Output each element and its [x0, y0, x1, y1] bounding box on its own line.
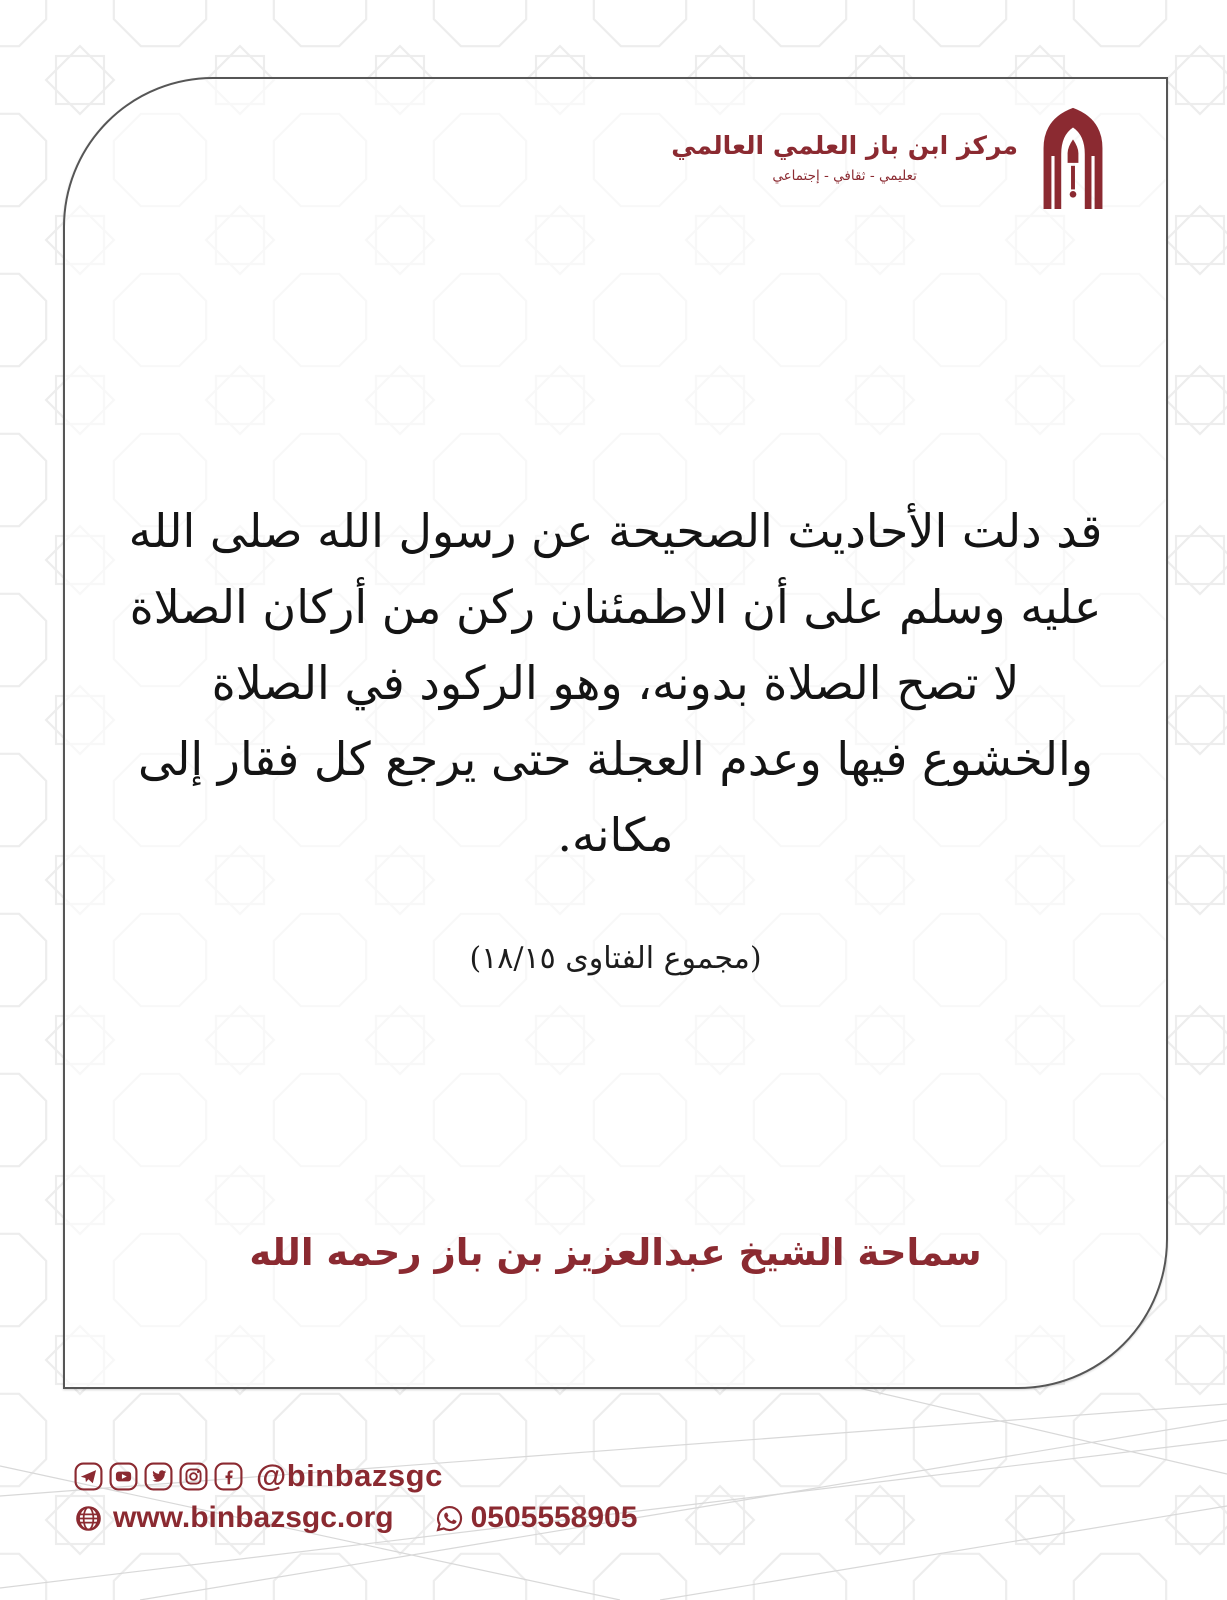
phone-number[interactable]: 0505558905: [470, 1501, 638, 1534]
facebook-icon[interactable]: [213, 1461, 244, 1492]
quote-line: لا تصح الصلاة بدونه، وهو الركود في الصلاة: [211, 656, 1020, 710]
quote-line: مكانه.: [557, 808, 674, 862]
whatsapp-icon: [434, 1503, 465, 1534]
quote-line: والخشوع فيها وعدم العجلة حتى يرجع كل فقار إلى: [138, 732, 1093, 786]
twitter-icon[interactable]: [143, 1461, 174, 1492]
quote-line: قد دلت الأحاديث الصحيحة عن رسول الله صلى الله: [128, 504, 1103, 558]
footer: [73, 1458, 637, 1535]
quote-text: [116, 493, 1116, 873]
globe-icon: [73, 1503, 104, 1534]
telegram-icon[interactable]: [73, 1461, 104, 1492]
quote-line: عليه وسلم على أن الاطمئنان ركن من أركان الصلاة: [129, 580, 1102, 634]
org-logo: [671, 103, 1112, 211]
mihrab-arch-icon: [1034, 103, 1112, 211]
quote-card: [63, 77, 1168, 1389]
website-url[interactable]: www.binbazsgc.org: [113, 1501, 394, 1534]
sheikh-signature-calligraphy: سماحة الشيخ عبدالعزيز بن باز رحمه الله: [249, 1231, 982, 1274]
youtube-icon[interactable]: [108, 1461, 139, 1492]
org-title: مركز ابن باز العلمي العالمي: [671, 131, 1018, 161]
instagram-icon[interactable]: [178, 1461, 209, 1492]
org-subtitle: تعليمي - ثقافي - إجتماعي: [772, 167, 917, 184]
social-handle[interactable]: @binbazsgc: [256, 1458, 443, 1493]
quote-citation: (مجموع الفتاوى ١٨/١٥): [469, 941, 762, 976]
footer-contact-row: [73, 1501, 637, 1535]
footer-social-row: [73, 1458, 637, 1494]
social-icons: [73, 1461, 244, 1492]
